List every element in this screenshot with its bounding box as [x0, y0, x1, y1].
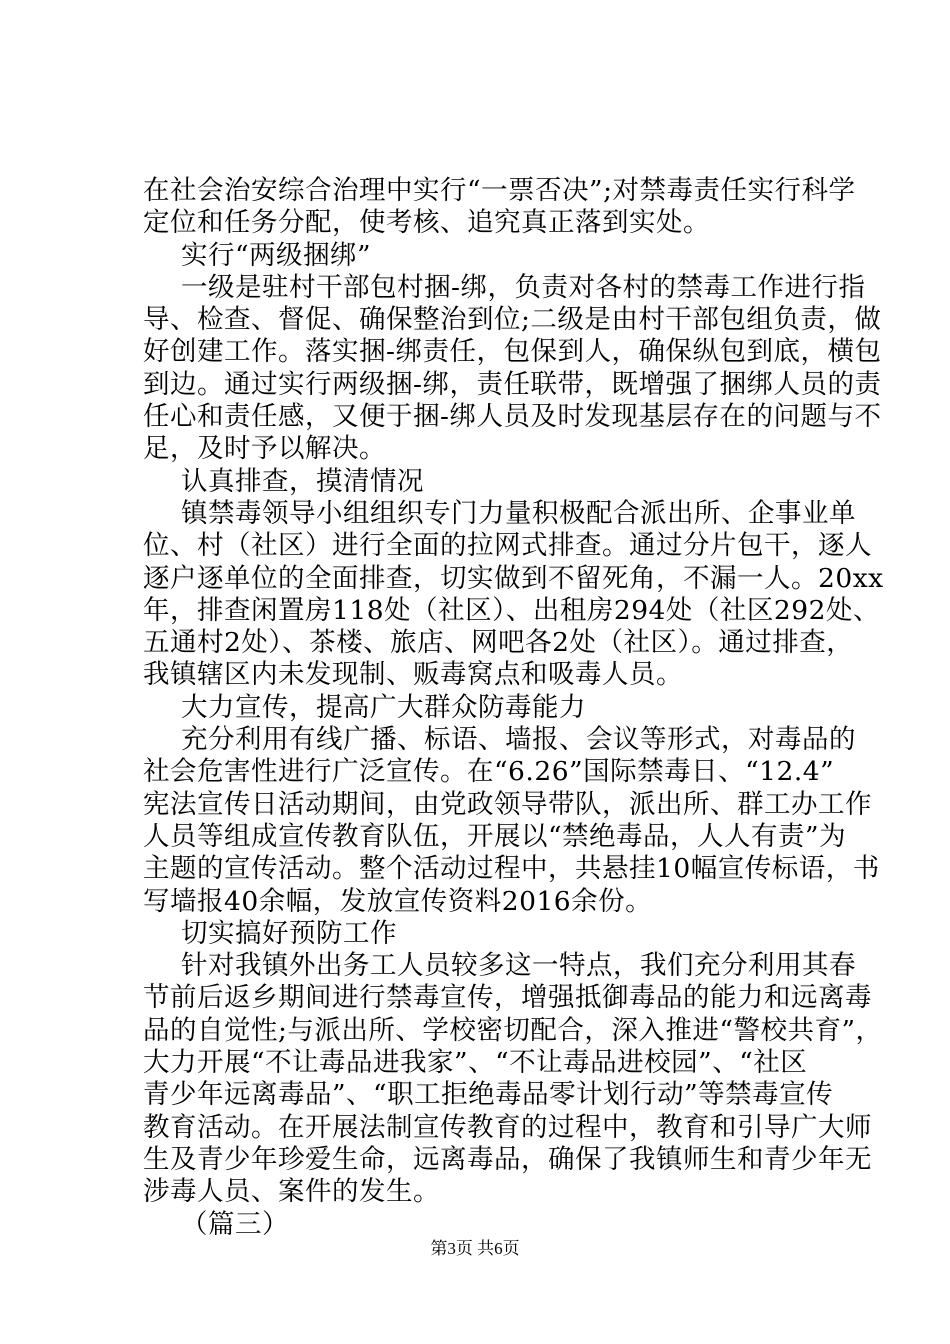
text-line: 社会危害性进行广泛宣传。在“6.26”国际禁毒日、“12.4” — [143, 756, 835, 788]
text-line: 任心和责任感，又便于捆-绑人员及时发现基层存在的问题与不 — [143, 401, 882, 433]
text-line: 针对我镇外出务工人员较多这一特点，我们充分利用其春 — [181, 950, 856, 982]
text-line: 年，排查闲置房118处（社区）、出租房294处（社区292处、 — [143, 594, 880, 626]
text-line: 人员等组成宣传教育队伍，开展以“禁绝毒品，人人有责”为 — [143, 820, 847, 852]
section-heading: 认真排查，摸清情况 — [181, 465, 424, 497]
text-line: 镇禁毒领导小组组织专门力量积极配合派出所、企事业单 — [181, 497, 856, 529]
text-line: 导、检查、督促、确保整治到位;二级是由村干部包组负责，做 — [143, 304, 882, 336]
text-line: 涉毒人员、案件的发生。 — [143, 1176, 440, 1208]
text-line: 一级是驻村干部包村捆-绑，负责对各村的禁毒工作进行指 — [181, 271, 866, 303]
text-line: 在社会治安综合治理中实行“一票否决”;对禁毒责任实行科学 — [143, 175, 856, 206]
page-footer: 第3页 共6页 — [430, 1239, 520, 1258]
text-line: 足，及时予以解决。 — [143, 433, 386, 465]
text-line: 节前后返乡期间进行禁毒宣传，增强抵御毒品的能力和远离毒 — [143, 982, 872, 1014]
text-line: 位、村（社区）进行全面的拉网式排查。通过分片包干，逐人 — [143, 530, 872, 562]
text-line: 生及青少年珍爱生命，远离毒品，确保了我镇师生和青少年无 — [143, 1143, 872, 1175]
section-heading: 大力宣传，提高广大群众防毒能力 — [181, 691, 586, 723]
section-heading: 切实搞好预防工作 — [181, 917, 397, 949]
text-line: 宪法宣传日活动期间，由党政领导带队，派出所、群工办工作 — [143, 788, 872, 820]
body-text — [143, 175, 884, 1241]
text-line: 品的自觉性;与派出所、学校密切配合，深入推进“警校共育”， — [143, 1014, 883, 1046]
text-line: 逐户逐单位的全面排查，切实做到不留死角，不漏一人。20xx — [143, 562, 884, 594]
text-line: 到边。通过实行两级捆-绑，责任联带，既增强了捆绑人员的责 — [143, 368, 882, 400]
text-line: 五通村2处）、茶楼、旅店、网吧各2处（社区）。通过排查， — [143, 627, 854, 659]
text-line: 青少年远离毒品”、“职工拒绝毒品零计划行动”等禁毒宣传 — [143, 1079, 834, 1111]
text-line: 定位和任务分配，使考核、追究真正落到实处。 — [143, 207, 710, 239]
text-line: 充分利用有线广播、标语、墙报、会议等形式，对毒品的 — [181, 724, 856, 756]
text-line: 主题的宣传活动。整个活动过程中，共悬挂10幅宣传标语，书 — [143, 853, 880, 885]
text-line: 写墙报40余幅，发放宣传资料2016余份。 — [143, 885, 653, 917]
text-line: 我镇辖区内未发现制、贩毒窝点和吸毒人员。 — [143, 659, 683, 691]
section-heading: 实行“两级捆绑” — [181, 239, 372, 271]
text-line: 好创建工作。落实捆-绑责任，包保到人，确保纵包到底，横包 — [143, 336, 882, 368]
text-line: 教育活动。在开展法制宣传教育的过程中，教育和引导广大师 — [143, 1111, 872, 1143]
text-line: 大力开展“不让毒品进我家”、“不让毒品进校园”、“社区 — [143, 1047, 808, 1079]
section-marker: （篇三） — [181, 1208, 289, 1240]
